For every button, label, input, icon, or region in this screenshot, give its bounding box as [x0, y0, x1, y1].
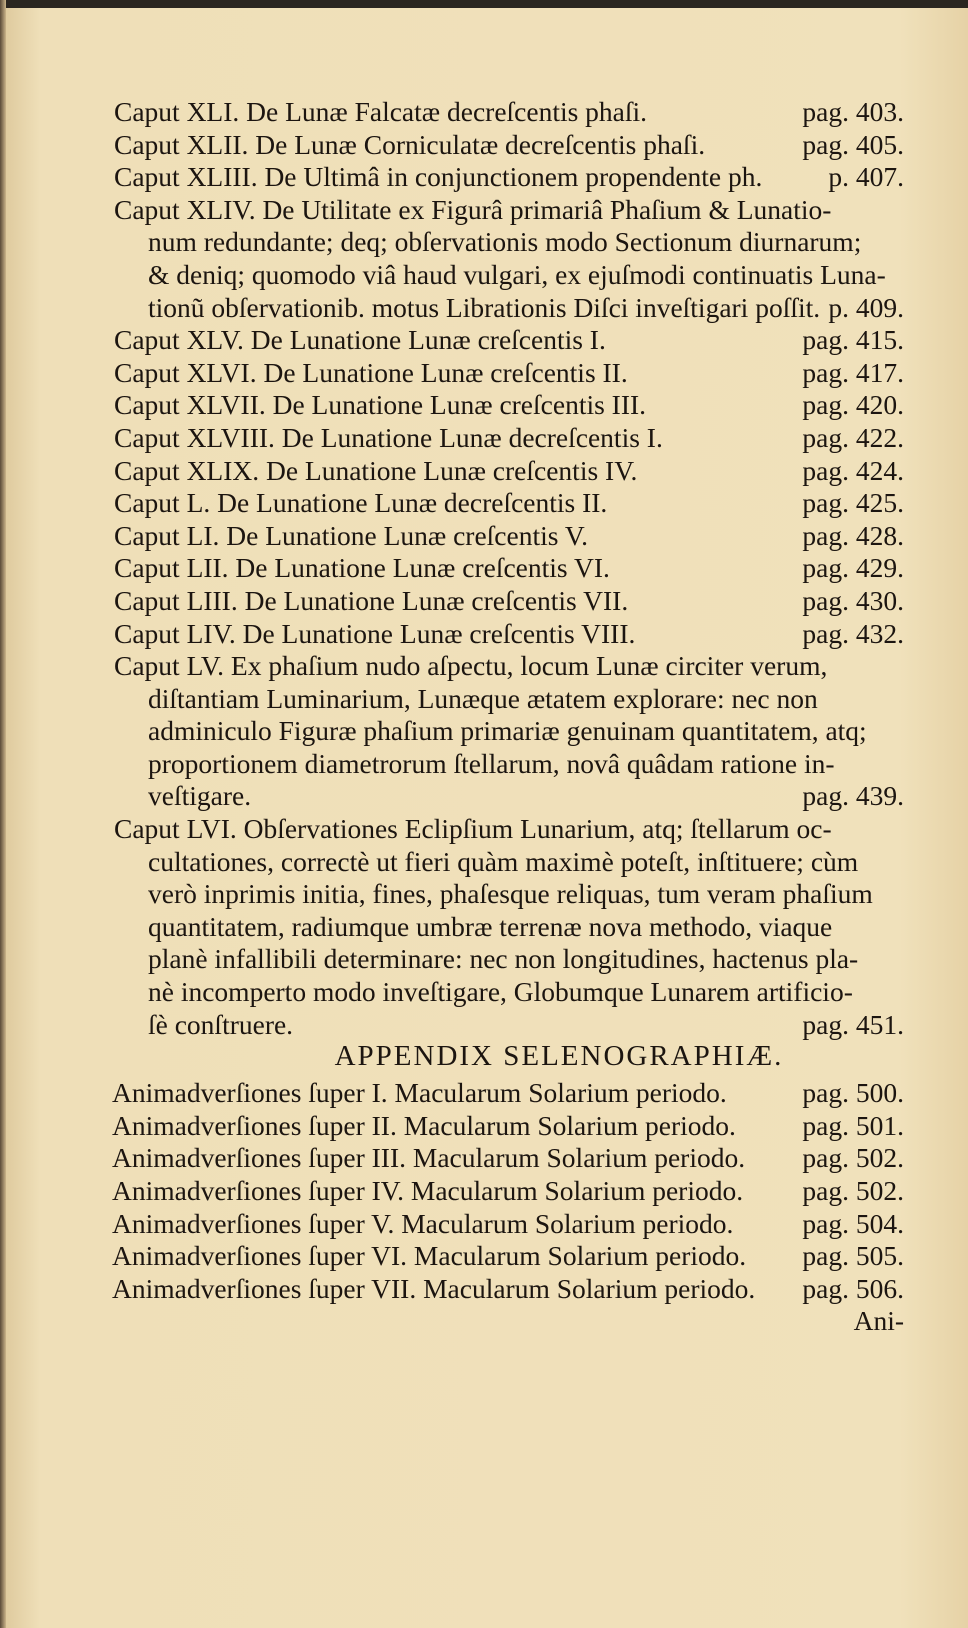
appendix-entry-text: Animadverſiones ſuper I. Macularum Solarium periodo. [112, 1077, 727, 1109]
appendix-entry [114, 1208, 904, 1241]
toc-entry [114, 520, 904, 553]
toc-entry [114, 455, 904, 488]
toc-entry-line: Caput XLI. De Lunæ Falcatæ decreſcentis phaſi. pag. 403. [114, 96, 904, 127]
toc-entry-line: adminiculo Figuræ phaſium primariæ genuinam quantitatem, atq; [148, 715, 867, 747]
appendix-entry-line [112, 1175, 904, 1208]
toc-entry-line: Caput XLIII. De Ultimâ in conjunctionem propendente ph. p. 407. [114, 161, 904, 193]
toc-entry-line: veſtigare. pag. 439. [148, 780, 904, 812]
toc-page-number: pag. 417. [802, 356, 904, 388]
toc-entry-line: Caput XLII. De Lunæ Corniculatæ decreſcentis phaſi. pag. 405. [114, 128, 904, 160]
appendix-entry-text: Animadverſiones ſuper III. Macularum Solarium periodo. [112, 1142, 746, 1174]
appendix-heading: APPENDIX SELENOGRAPHIÆ. [334, 1040, 784, 1073]
appendix-entry [114, 1110, 904, 1143]
toc-entry-line: Caput LI. De Lunatione Lunæ creſcentis V. pag. 428. [114, 519, 904, 551]
appendix-entry-text: Animadverſiones ſuper V. Macularum Solarium periodo. [112, 1207, 734, 1239]
appendix-entry-line [112, 1208, 904, 1241]
appendix-list [114, 1077, 904, 1305]
page-binding-edge [0, 0, 6, 1628]
toc-entry-line: planè infallibili determinare: nec non longitudines, hactenus pla- [148, 943, 859, 975]
appendix-entry-text: Animadverſiones ſuper IV. Macularum Solarium periodo. [112, 1175, 744, 1206]
toc-entry [114, 422, 904, 455]
toc-entry [114, 813, 904, 1041]
toc-entry [114, 194, 904, 324]
appendix-entry-line [112, 1142, 904, 1175]
toc-entry-line: Caput LIII. De Lunatione Lunæ creſcentis VII. pag. 430. [114, 584, 904, 616]
appendix-entry-line [112, 1110, 904, 1143]
appendix-page-number: pag. 500. [802, 1077, 904, 1109]
appendix-page-number: pag. 506. [802, 1272, 904, 1304]
toc-entry-line: ſè conſtruere. pag. 451. [148, 1008, 904, 1040]
appendix-entry-text: Animadverſiones ſuper VI. Macularum Solarium periodo. [112, 1240, 747, 1272]
appendix-entry [114, 1077, 904, 1110]
toc-entry-line: proportionem diametrorum ſtellarum, novâ quâdam ratione in- [148, 747, 835, 779]
toc-entry-line: cultationes, correctè ut fieri quàm maximè poteſt, inſtituere; cùm [148, 845, 859, 877]
appendix-entry-line [112, 1240, 904, 1273]
toc-entry-line: tionũ obſervationib. motus Librationis Diſci inveſtigari poſſit. p. 409. [148, 291, 904, 323]
toc-page-number: pag. 430. [802, 584, 904, 616]
toc-entry [114, 357, 904, 390]
table-of-contents [114, 96, 904, 1339]
toc-entry-line: Caput LVI. Obſervationes Eclipſium Lunarium, atq; ſtellarum oc- [114, 813, 832, 845]
toc-entry-line: Caput XLIX. De Lunatione Lunæ creſcentis IV. pag. 424. [114, 454, 904, 486]
toc-entry-line: Caput LIV. De Lunatione Lunæ creſcentis VIII. pag. 432. [114, 617, 904, 649]
toc-entry-line: Caput XLIV. De Utilitate ex Figurâ primariâ Phaſium & Lunatio- [114, 193, 832, 225]
toc-entry-line: nè incomperto modo inveſtigare, Globumque Lunarem artificio- [148, 976, 853, 1008]
toc-entry-line: verò inprimis initia, fines, phaſesque reliquas, tum veram phaſium [148, 878, 873, 910]
toc-entry-line: Caput XLV. De Lunatione Lunæ creſcentis I. pag. 415. [114, 324, 904, 356]
toc-entry-line: Caput LII. De Lunatione Lunæ creſcentis VI. pag. 429. [114, 552, 904, 584]
toc-page-number: pag. 403. [802, 96, 904, 127]
page-top-edge [0, 0, 968, 8]
toc-entry [114, 324, 904, 357]
toc-entry [114, 389, 904, 422]
appendix-page-number: pag. 502. [802, 1142, 904, 1174]
toc-page-number: pag. 424. [802, 454, 904, 486]
toc-page-number: pag. 415. [802, 324, 904, 356]
toc-page-number: p. 407. [828, 161, 904, 193]
toc-entry-line: Caput L. De Lunatione Lunæ decreſcentis II. pag. 425. [114, 487, 904, 519]
toc-entry-line: Caput XLVI. De Lunatione Lunæ creſcentis II. pag. 417. [114, 356, 904, 388]
toc-page-number: pag. 429. [802, 552, 904, 584]
appendix-page-number: pag. 505. [802, 1240, 904, 1272]
appendix-page-number: pag. 504. [802, 1207, 904, 1239]
appendix-entry-line [112, 1077, 904, 1110]
appendix-entry [114, 1175, 904, 1208]
toc-page-number: pag. 425. [802, 487, 904, 519]
appendix-page-number: pag. 501. [802, 1109, 904, 1141]
chapter-list [114, 96, 904, 1041]
toc-entry-line: & deniq; quomodo viâ haud vulgari, ex ejuſmodi continuatis Luna- [148, 258, 886, 290]
toc-page-number: pag. 422. [802, 421, 904, 453]
toc-entry-line: diſtantiam Luminarium, Lunæque ætatem explorare: nec non [148, 682, 818, 714]
toc-entry [114, 129, 904, 162]
toc-entry-line: Caput LV. Ex phaſium nudo aſpectu, locum Lunæ circiter verum, [114, 650, 828, 682]
toc-page-number: pag. 439. [802, 780, 904, 812]
appendix-entry-line [112, 1273, 904, 1306]
toc-entry-line: Caput XLVII. De Lunatione Lunæ creſcentis III. pag. 420. [114, 389, 904, 421]
toc-entry-line: num redundante; deq; obſervationis modo Sectionum diurnarum; [148, 226, 862, 258]
appendix-entry [114, 1240, 904, 1273]
toc-page-number: pag. 405. [802, 128, 904, 160]
toc-entry [114, 618, 904, 651]
toc-entry [114, 487, 904, 520]
toc-page-number: pag. 428. [802, 519, 904, 551]
appendix-entry-text: Animadverſiones ſuper VII. Macularum Solarium periodo. [112, 1272, 756, 1304]
appendix-page-number: pag. 502. [802, 1175, 904, 1206]
toc-entry-line: quantitatem, radiumque umbræ terrenæ nova methodo, viaque [148, 910, 833, 942]
toc-page-number: p. 409. [828, 291, 904, 323]
toc-page-number: pag. 451. [802, 1008, 904, 1040]
toc-page-number: pag. 432. [802, 617, 904, 649]
toc-entry [114, 552, 904, 585]
toc-entry-line: Caput XLVIII. De Lunatione Lunæ decreſcentis I. pag. 422. [114, 421, 904, 453]
toc-entry [114, 96, 904, 129]
appendix-entry [114, 1273, 904, 1306]
appendix-entry [114, 1142, 904, 1175]
toc-entry [114, 585, 904, 618]
appendix-entry-text: Animadverſiones ſuper II. Macularum Solarium periodo. [112, 1109, 736, 1141]
toc-entry [114, 161, 904, 194]
toc-page-number: pag. 420. [802, 389, 904, 421]
catchword: Ani- [853, 1305, 904, 1337]
toc-entry [114, 650, 904, 813]
